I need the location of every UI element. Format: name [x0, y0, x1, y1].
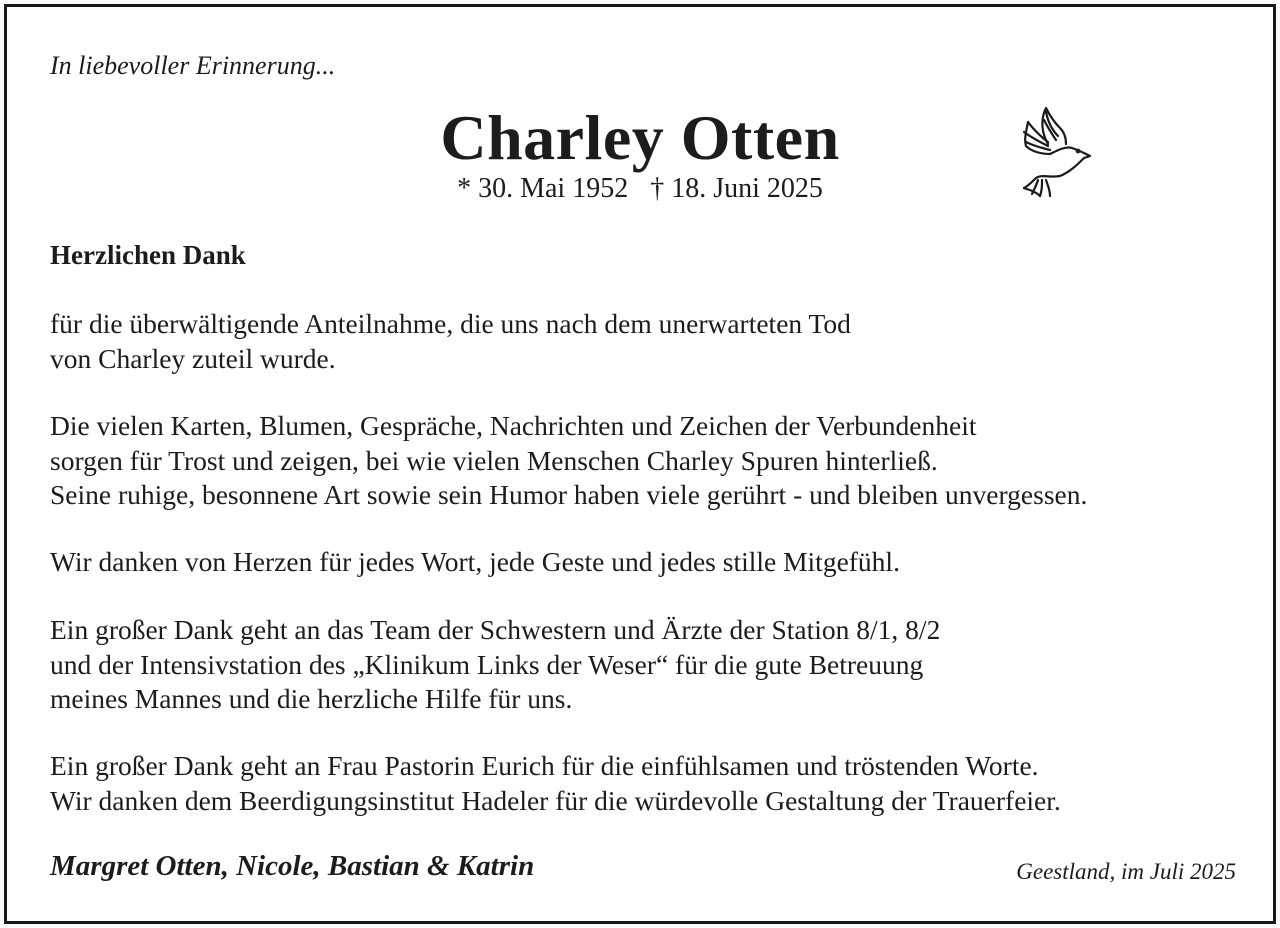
- text-line: meines Mannes und die herzliche Hilfe für uns.: [50, 683, 573, 714]
- text-line: sorgen für Trost und zeigen, bei wie vielen Menschen Charley Spuren hinterließ.: [50, 444, 938, 476]
- paragraph-pastorin: [50, 749, 1061, 818]
- text-line: für die überwältigende Anteilnahme, die uns nach dem unerwarteten Tod: [50, 308, 851, 339]
- place-date: Geestland, im Juli 2025: [1016, 859, 1236, 884]
- death-date: † 18. Juni 2025: [650, 173, 823, 204]
- text-line: Ein großer Dank geht an das Team der Schwestern und Ärzte der Station 8/1, 8/2: [50, 614, 941, 645]
- thanks-heading: Herzlichen Dank: [50, 240, 246, 270]
- text-line: Ein großer Dank geht an Frau Pastorin Eurich für die einfühlsamen und tröstenden Worte.: [50, 750, 1039, 781]
- text-line: Wir danken dem Beerdigungsinstitut Hadeler für die würdevolle Gestaltung der Trauerfeier.: [50, 784, 1061, 816]
- paragraph-anteilnahme: [50, 307, 851, 376]
- deceased-name: Charley Otten: [440, 102, 840, 173]
- text-line: Die vielen Karten, Blumen, Gespräche, Nachrichten und Zeichen der Verbundenheit: [50, 410, 977, 441]
- paragraph-trost: [50, 409, 1087, 513]
- text-line: Wir danken von Herzen für jedes Wort, jede Geste und jedes stille Mitgefühl.: [50, 546, 900, 577]
- paragraph-klinikum: [50, 613, 940, 717]
- paragraph-mitgefuehl: [50, 545, 900, 580]
- family-signature: Margret Otten, Nicole, Bastian & Katrin: [50, 850, 535, 882]
- obituary-notice: [4, 4, 1276, 924]
- text-line: von Charley zuteil wurde.: [50, 342, 336, 374]
- dove-icon: [1020, 102, 1092, 206]
- text-line: und der Intensivstation des „Klinikum Links der Weser“ für die gute Betreuung: [50, 648, 924, 680]
- text-line: Seine ruhige, besonnene Art sowie sein Humor haben viele gerührt - und bleiben unvergessen.: [50, 479, 1088, 510]
- birth-date: * 30. Mai 1952: [457, 173, 629, 204]
- intro-text: In liebevoller Erinnerung...: [50, 51, 336, 80]
